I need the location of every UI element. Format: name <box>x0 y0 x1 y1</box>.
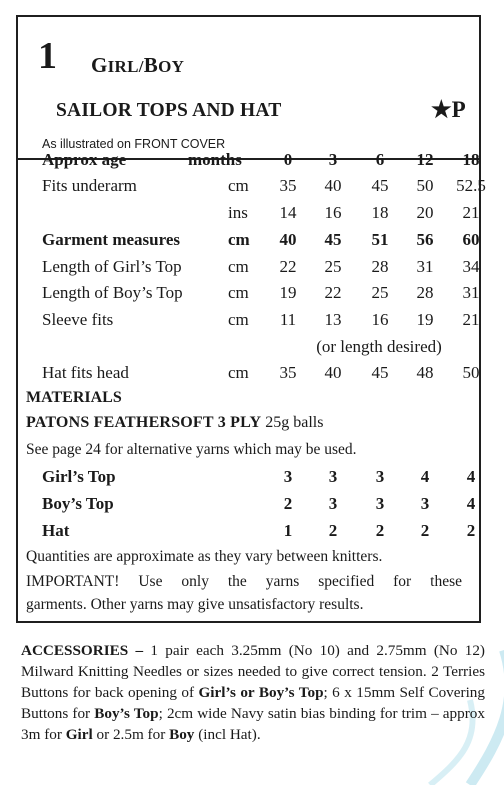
table-row-hat-balls: Hat 1 2 2 2 2 <box>42 521 476 540</box>
table-row-hat-head: Hat fits head cm 35 40 45 48 50 <box>42 363 480 382</box>
materials-heading: MATERIALS <box>26 389 122 406</box>
sleeve-note: (or length desired) <box>316 337 442 356</box>
table-row-girl-top-balls: Girl’s Top 3 3 3 4 4 <box>42 467 476 486</box>
important-note-line1: IMPORTANT! Use only the yarns specified for these <box>26 573 462 590</box>
pattern-number: 1 <box>38 35 57 77</box>
illustrated-note: As illustrated on FRONT COVER <box>42 137 226 151</box>
yarn-line: PATONS FEATHERSOFT 3 PLY 25g balls <box>26 414 324 431</box>
table-row-age: Approx age months 0 3 6 12 18 <box>42 150 480 169</box>
accessories-paragraph: ACCESSORIES – 1 pair each 3.25mm (No 10) and 2.75mm (No 12) Milward Knitting Needles or sizes needed to give correct tension. 2 Terries Buttons for back opening of Girl’s or Boy’s Top; 6 x 15mm Self Covering Buttons for Boy’s Top; 2cm wide Navy satin bias binding for trim – approx 3m for Girl or 2.5m for Boy (incl Hat). <box>21 642 485 743</box>
table-row-sleeve: Sleeve fits cm 11 13 16 19 21 <box>42 310 480 329</box>
table-row-fits-underarm-cm: Fits underarm cm 35 40 45 50 52.5 <box>42 176 486 195</box>
difficulty-rating: ★P <box>431 97 466 122</box>
pattern-info-box <box>16 15 486 623</box>
accessories-heading: ACCESSORIES – <box>21 642 144 659</box>
table-row-girl-top-length: Length of Girl’s Top cm 22 25 28 31 34 <box>42 257 480 276</box>
table-row-garment-measures: Garment measures cm 40 45 51 56 60 <box>42 230 480 249</box>
table-row-boy-top-balls: Boy’s Top 2 3 3 3 4 <box>42 494 476 513</box>
quantities-note: Quantities are approximate as they vary between knitters. <box>26 548 383 565</box>
table-row-boy-top-length: Length of Boy’s Top cm 19 22 25 28 31 <box>42 283 480 302</box>
pattern-title-line2: SAILOR TOPS AND HAT <box>56 100 282 121</box>
table-row-fits-underarm-ins: ins 14 16 18 20 21 <box>228 203 480 222</box>
important-note-line2: garments. Other yarns may give unsatisfactory results. <box>26 596 364 613</box>
pattern-title-line1: GIRL/BOY <box>91 53 185 77</box>
alternative-yarns-note: See page 24 for alternative yarns which may be used. <box>26 441 357 458</box>
